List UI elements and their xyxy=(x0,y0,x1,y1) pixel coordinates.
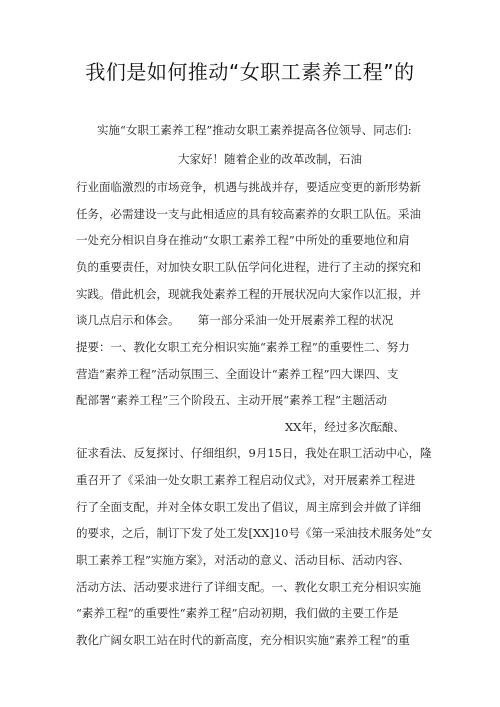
paragraph-line: 实践。借此机会，现就我处素养工程的开展状况向大家作以汇报，并 xyxy=(76,287,421,301)
paragraph-line: 负的重要责任，对加快女职工队伍学问化进程，进行了主动的探究和 xyxy=(76,260,421,274)
paragraph-line: 提要：一、教化女职工充分相识实施“素养工程”的重要性二、努力 xyxy=(76,340,410,354)
paragraph-line: “素养工程”的重要性“素养工程”启动初期，我们做的主要工作是 xyxy=(76,606,399,620)
paragraph-line: 营造“素养工程”活动氛围三、全面设计“素养工程”四大课四、支 xyxy=(76,367,399,381)
paragraph-line: 一处充分相识自身在推动“女职工素养工程”中所处的重要地位和肩 xyxy=(76,233,410,247)
paragraph-line: 教化广阔女职工站在时代的新高度，充分相识实施“素养工程”的重 xyxy=(76,633,410,647)
paragraph-line: 实施“女职工素养工程”推动女职工素养提高各位领导、同志们: xyxy=(97,123,412,137)
paragraph-line: 的要求，之后，制订下发了处工发[XX]10号《第一采油技术服务处“女 xyxy=(76,526,433,540)
paragraph-line: 活动方法、活动要求进行了详细支配。一、教化女职工充分相识实施 xyxy=(76,580,421,594)
paragraph-line: 大家好！随着企业的改革改制，石油 xyxy=(178,152,362,166)
paragraph-line: 征求看法、反复探讨、仔细组织，9月15日，我处在职工活动中心，隆 xyxy=(76,446,432,460)
paragraph-line: 配部署“素养工程”三个阶段五、主动开展“素养工程”主题活动 xyxy=(76,393,388,407)
paragraph-line: XX年，经过多次酝酿、 xyxy=(285,420,405,434)
paragraph-line: 任务，必需建设一支与此相适应的具有较高素养的女职工队伍。采油 xyxy=(76,207,421,221)
paragraph-line: 行了全面支配，并对全体女职工发出了倡议，周主席到会并做了详细 xyxy=(76,500,421,514)
paragraph-line: 职工素养工程”实施方案》，对活动的意义、活动目标、活动内容、 xyxy=(76,553,410,567)
paragraph-line: 重召开了《采油一处女职工素养工程启动仪式》，对开展素养工程进 xyxy=(76,473,416,487)
paragraph-line: 谈几点启示和体会。 第一部分采油一处开展素养工程的状况 xyxy=(76,313,394,327)
document-title: 我们是如何推动“女职工素养工程”的 xyxy=(85,60,415,84)
paragraph-line: 行业面临激烈的市场竞争，机遇与挑战并存，要适应变更的新形势新 xyxy=(76,180,421,194)
